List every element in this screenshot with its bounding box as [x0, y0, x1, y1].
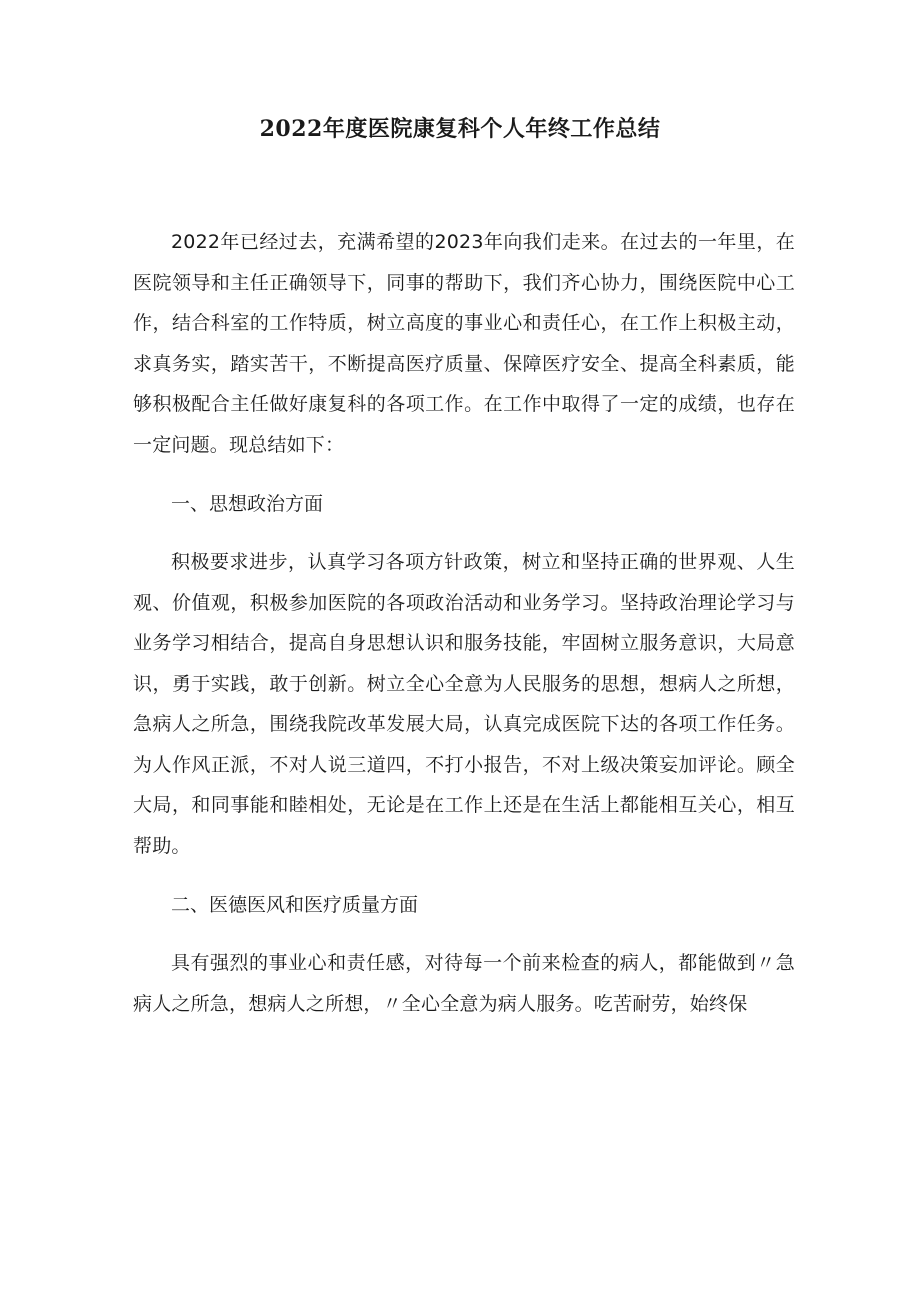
- section-heading-political: 一、思想政治方面: [171, 493, 324, 515]
- document-body: [133, 222, 795, 1024]
- intro-paragraph: 2022年已经过去，充满希望的2023年向我们走来。在过去的一年里，在医院领导和主任正确领导下，同事的帮助下，我们齐心协力，围绕医院中心工作，结合科室的工作特质，树立高度的事业心和责任心，在工作上积极主动，求真务实，踏实苦干，不断提高医疗质量、保障医疗安全、提高全科素质，能够积极配合主任做好康复科的各项工作。在工作中取得了一定的成绩，也存在一定问题。现总结如下：: [133, 231, 795, 456]
- document-title: 2022年度医院康复科个人年终工作总结: [259, 116, 661, 142]
- section-paragraph-medical-ethics: 具有强烈的事业心和责任感，对待每一个前来检查的病人，都能做到〃急病人之所急，想病人之所想，〃全心全意为病人服务。吃苦耐劳，始终保: [133, 952, 795, 1015]
- section-paragraph-political: 积极要求进步，认真学习各项方针政策，树立和坚持正确的世界观、人生观、价值观，积极参加医院的各项政治活动和业务学习。坚持政治理论学习与业务学习相结合，提高自身思想认识和服务技能，牢固树立服务意识，大局意识，勇于实践，敢于创新。树立全心全意为人民服务的思想，想病人之所想，急病人之所急，围绕我院改革发展大局，认真完成医院下达的各项工作任务。为人作风正派，不对人说三道四，不打小报告，不对上级决策妄加评论。顾全大局，和同事能和睦相处，无论是在工作上还是在生活上都能相互关心，相互帮助。: [133, 551, 795, 857]
- section-heading-medical-ethics: 二、医德医风和医疗质量方面: [171, 894, 419, 916]
